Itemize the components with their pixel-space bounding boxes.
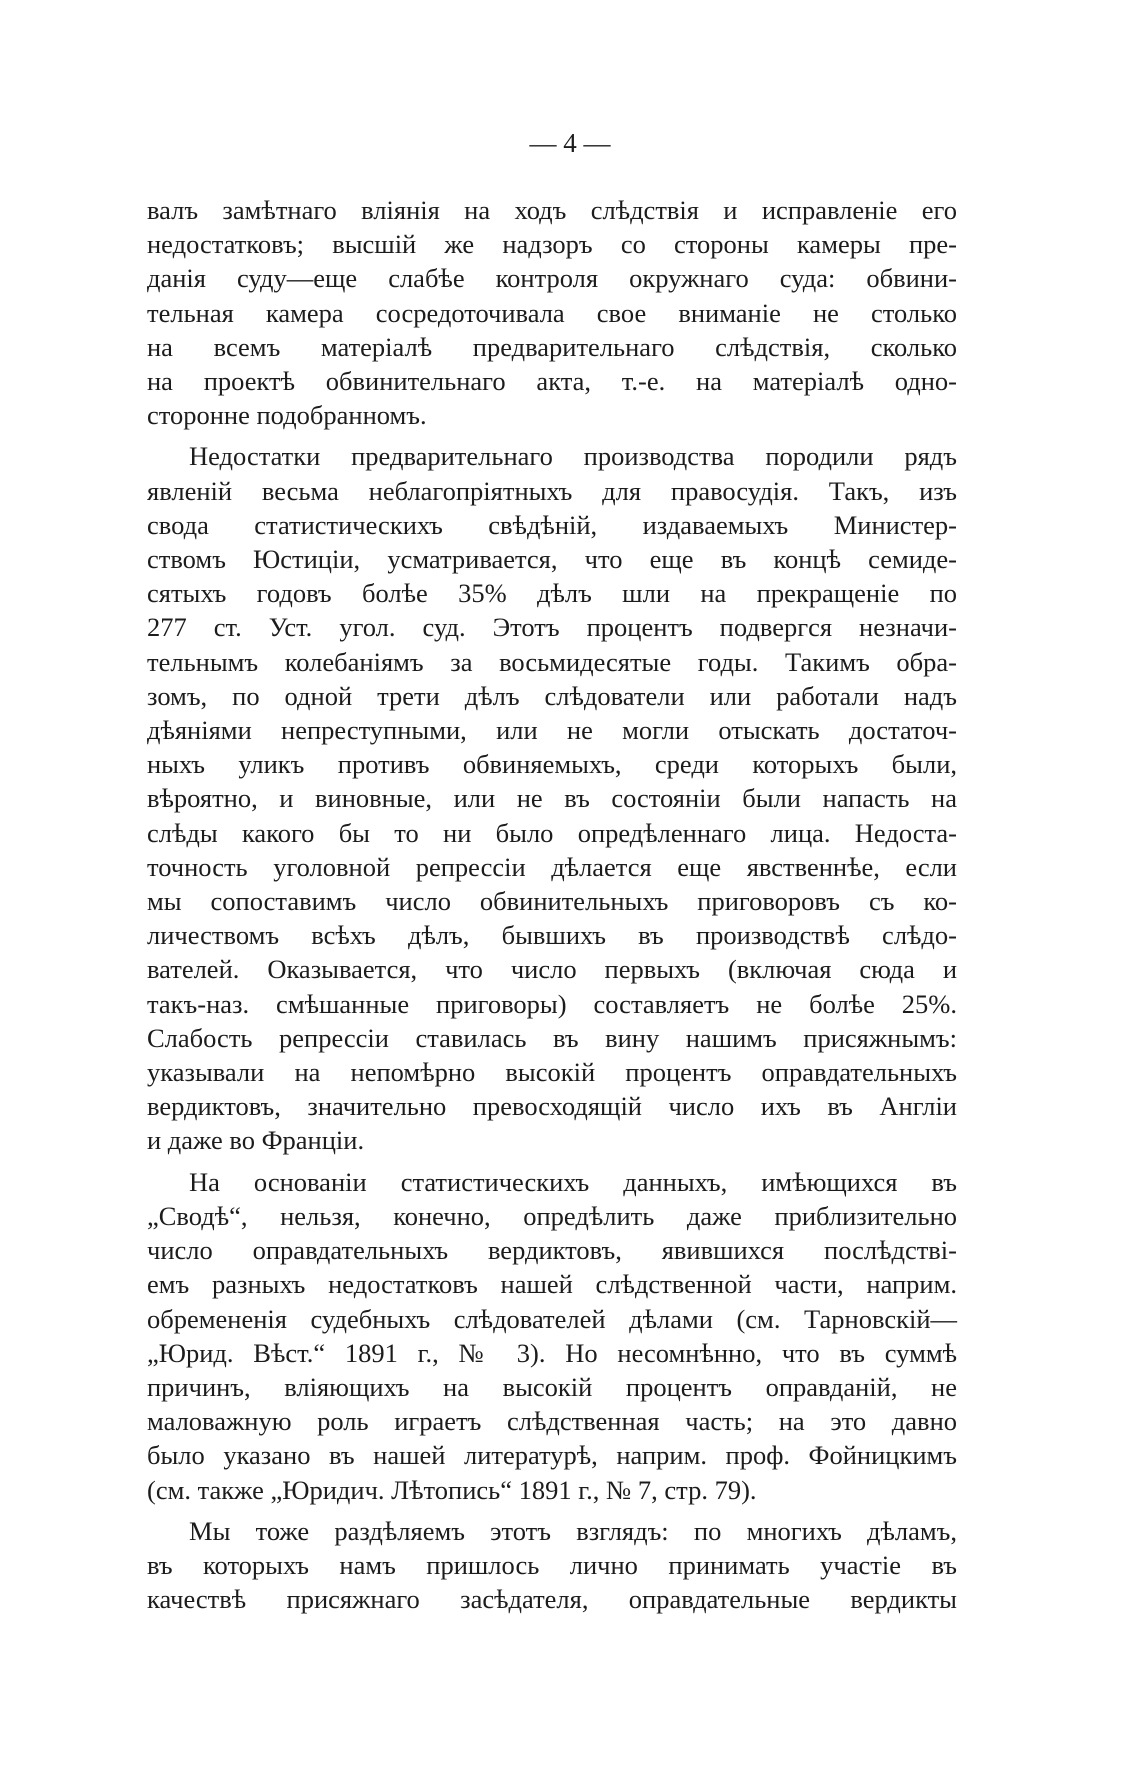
text-line: и даже во Франціи. (147, 1125, 365, 1156)
text-line: личествомъ всѣхъ дѣлъ, бывшихъ въ производствѣ слѣдо- (147, 920, 957, 951)
text-line: качествѣ присяжнаго засѣдателя, оправдательные вердикты (147, 1584, 957, 1615)
text-line: число оправдательныхъ вердиктовъ, явившихся послѣдствi- (147, 1235, 957, 1266)
text-line: маловажную роль играетъ слѣдственная часть; на это давно (147, 1406, 957, 1437)
text-line: причинъ, вліяющихъ на высокій процентъ оправданій, не (147, 1371, 957, 1402)
paragraph-3 (147, 1165, 957, 1507)
text-line: недостатковъ; высшій же надзоръ со стороны камеры пре- (147, 229, 957, 260)
text-line: слѣды какого бы то ни было опредѣленнаго лица. Недоста- (147, 817, 957, 848)
paragraph-4 (147, 1514, 957, 1617)
text-line: Недостатки предварительнаго производства породили рядъ (189, 441, 957, 472)
text-line: сятыхъ годовъ болѣе 35% дѣлъ шли на прекращеніе по (147, 578, 957, 609)
text-line: тельная камера сосредоточивала свое вниманіе не столько (147, 297, 957, 328)
text-line: было указано въ нашей литературѣ, наприм. проф. Фойницкимъ (147, 1440, 957, 1471)
text-line: сторонне подобранномъ. (147, 400, 427, 431)
text-line: обремененія судебныхъ слѣдователей дѣлами (см. Тарновскій— (147, 1303, 957, 1334)
text-line: такъ-наз. смѣшанные приговоры) составляетъ не болѣе 25%. (147, 988, 957, 1019)
text-line: Слабость репрессіи ставилась въ вину нашимъ присяжнымъ: (147, 1022, 957, 1053)
paragraph-2 (147, 439, 957, 1157)
text-line: въ которыхъ намъ пришлось лично принимать участіе въ (147, 1549, 957, 1580)
text-line: емъ разныхъ недостатковъ нашей слѣдственной части, наприм. (147, 1269, 957, 1300)
text-line: вателей. Оказывается, что число первыхъ (включая сюда и (147, 954, 957, 985)
text-line: 277 ст. Уст. угол. суд. Этотъ процентъ подвергся незначи- (147, 612, 957, 643)
text-line: Мы тоже раздѣляемъ этотъ взглядъ: по многихъ дѣламъ, (189, 1515, 957, 1546)
text-line: зомъ, по одной трети дѣлъ слѣдователи или работали надъ (147, 680, 957, 711)
text-line: данія суду—еще слабѣе контроля окружнаго суда: обвини- (147, 263, 957, 294)
text-line: „Сводѣ“, нельзя, конечно, опредѣлить даже приблизительно (147, 1200, 957, 1231)
text-line: вѣроятно, и виновные, или не въ состояніи были напасть на (147, 783, 957, 814)
text-line: на проектѣ обвинительнаго акта, т.-е. на матеріалѣ одно- (147, 366, 957, 397)
text-line: свода статистическихъ свѣдѣній, издаваемыхъ Министер- (147, 509, 957, 540)
text-line: На основаніи статистическихъ данныхъ, имѣющихся въ (189, 1166, 957, 1197)
text-line: (см. также „Юридич. Лѣтопись“ 1891 г., № 7, стр. 79). (147, 1474, 757, 1505)
text-line: вердиктовъ, значительно превосходящій число ихъ въ Англіи (147, 1091, 957, 1122)
text-line: „Юрид. Вѣст.“ 1891 г., № 3). Но несомнѣнно, что въ суммѣ (147, 1337, 957, 1368)
paragraph-1 (147, 193, 957, 432)
text-line: явленій весьма неблагопріятныхъ для правосудія. Такъ, изъ (147, 475, 957, 506)
text-line: ныхъ уликъ противъ обвиняемыхъ, среди которыхъ были, (147, 749, 957, 780)
text-line: точность уголовной репрессіи дѣлается еще явственнѣе, если (147, 851, 957, 882)
text-line: тельнымъ колебаніямъ за восьмидесятые годы. Такимъ обра- (147, 646, 957, 677)
text-line: указывали на непомѣрно высокій процентъ оправдательныхъ (147, 1057, 957, 1088)
page-number: — 4 — (529, 128, 611, 158)
text-body (147, 193, 957, 1623)
text-line: ствомъ Юстиціи, усматривается, что еще въ концѣ семиде- (147, 544, 957, 575)
text-line: мы сопоставимъ число обвинительныхъ приговоровъ съ ко- (147, 886, 957, 917)
text-line: на всемъ матеріалѣ предварительнаго слѣдствія, сколько (147, 331, 957, 362)
text-line: дѣяніями непреступными, или не могли отыскать достаточ- (147, 715, 957, 746)
text-line: валъ замѣтнаго вліянія на ходъ слѣдствія и исправленіе его (147, 195, 957, 225)
